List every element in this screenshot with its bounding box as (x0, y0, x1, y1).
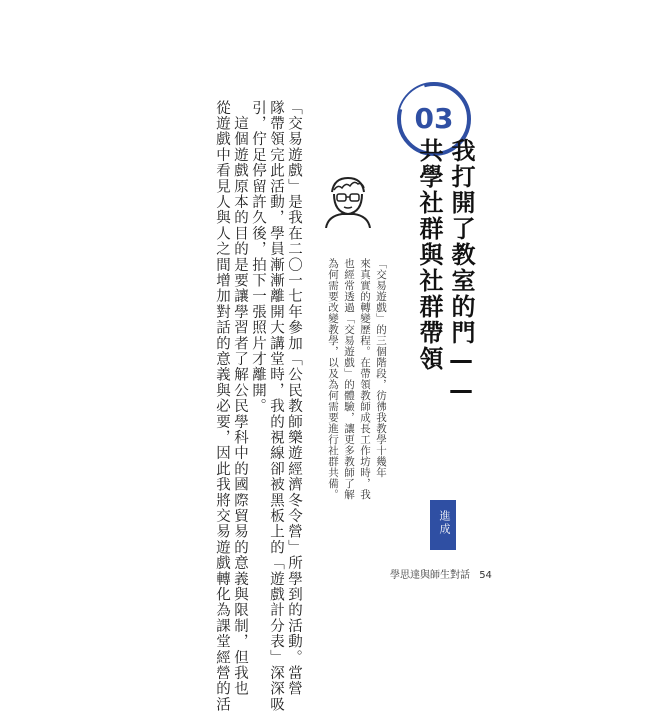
page-number: 54 (479, 570, 492, 581)
teaser-line: 也經常透過「交易遊戲」的體驗，讓更多教師了解 (343, 258, 355, 500)
body-text-line: 隊帶領完此活動，學員漸漸離開大講堂時，我的視線卻被黑板上的「遊戲計分表」深深吸 (268, 100, 284, 712)
teaser-line: 為何需要改變教學，以及為何需要進行社群共備。 (327, 258, 339, 500)
body-text-line: 「交易遊戲」是我在二〇一七年參加「公民教師樂遊經濟冬令營」所學到的活動。當營 (286, 100, 302, 697)
page-footer (390, 566, 492, 581)
chapter-side-tab (430, 500, 456, 550)
footer-book-title: 學思達與師生對話 (390, 570, 470, 581)
body-text-line: 這個遊戲原本的目的是要讓學習者了解公民學科中的國際貿易的意義與限制，但我也 (232, 100, 248, 697)
chapter-title-line2: 共學社群與社群帶領 (415, 138, 443, 372)
teaser-line: 來真實的轉變歷程。在帶領教師成長工作坊時，我 (359, 258, 371, 500)
side-tab-label: 進成 (438, 510, 451, 536)
chapter-title-line1: 我打開了教室的門—— (447, 138, 475, 406)
body-text-line: 引，佇足停留許久後，拍下一張照片才離開。 (250, 100, 266, 414)
teaser-line: 「交易遊戲」的三個階段，彷彿我教學十幾年 (375, 258, 387, 478)
body-text-line: 從遊戲中看見人與人之間增加對話的意義與必要，因此我將交易遊戲轉化為課堂經營的活 (214, 100, 230, 712)
chapter-number: 03 (414, 102, 454, 135)
author-avatar-icon (322, 172, 374, 228)
